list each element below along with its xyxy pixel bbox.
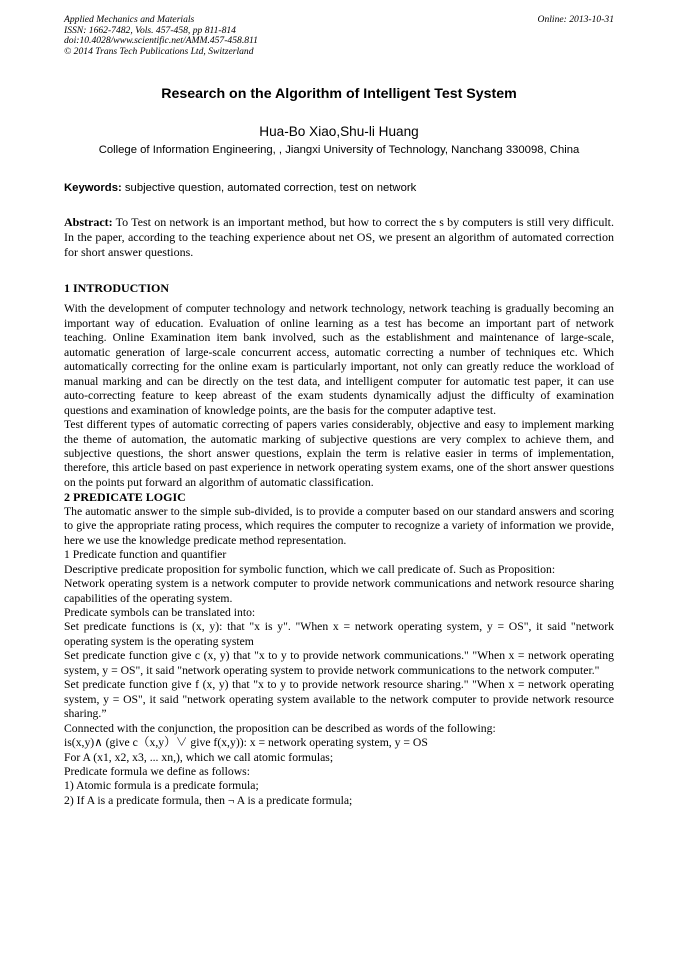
paper-title: Research on the Algorithm of Intelligent Test System [161,86,517,102]
section-heading-introduction: 1 INTRODUCTION [64,281,170,295]
predicate-paragraph-2: Descriptive predicate proposition for symbolic function, which we call predicate of. Such as Proposition: [64,562,556,576]
publication-info [64,15,614,57]
running-header [64,15,614,57]
doi-line: doi:10.4028/www.scientific.net/AMM.457-458.811 [64,35,258,47]
keywords-label: Keywords: [64,182,122,194]
predicate-paragraph-3: Network operating system is a network computer to provide network communications and network resource sharing capabilities of the operating system. [64,577,614,605]
subsection-predicate-function: 1 Predicate function and quantifier [64,548,227,562]
predicate-paragraph-1: The automatic answer to the simple sub-divided, is to provide a computer based on our standard answers and scoring to give the appropriate rating process, which requires the computer to recognize a variety of information we provide, here we use the knowledge predicate method representation. [64,504,614,547]
abstract-label: Abstract: [64,215,113,229]
issn-line: ISSN: 1662-7482, Vols. 457-458, pp 811-814 [64,24,236,36]
predicate-paragraph-6: Set predicate function give f (x, y) that "x to y to provide network resource sharing." "When x = network operating system, y = OS", it said "network operating system available to the network computer to provide network resource sharing.” [64,678,614,721]
predicate-symbols-line: Predicate symbols can be translated into: [64,605,256,619]
predicate-paragraph-5: Set predicate function give c (x, y) that "x to y to provide network communications." "When x = network operating system, y = OS", it said "network operating system to provide network communications to the network computer." [64,649,614,677]
predicate-formula-definition-line: Predicate formula we define as follows: [64,764,250,778]
author-affiliation: College of Information Engineering, , Jiangxi University of Technology, Nanchang 330098, China [98,144,580,156]
conjunction-line: Connected with the conjunction, the proposition can be described as words of the following: [64,721,496,735]
intro-paragraph-1: With the development of computer technology and network technology, network teaching is gradually becoming an important way of education. Evaluation of online learning as a test has become an important part of network teaching. Online Examination item bank involved, such as the establishment and maintenance of large-scale, automatic generation of large-scale concurrent access, automatic correcting a number of techniques etc. Which automatically correcting for the online exam is particularly important, not only can greatly reduce the workload of manual marking and can be directly on the test data, and intelligent computer for automatic test paper, it can use auto-correcting feature to keep abreast of the exam students dynamically adjust the difficulty of examination questions and examination of knowledge points, are the basis for the computer adaptive test. [64,302,614,417]
formula-line: is(x,y)∧ (give c（x,y）∨ give f(x,y)): x = network operating system, y = OS [64,736,428,750]
intro-paragraph-2: Test different types of automatic correcting of papers varies considerably, objective and easy to implement marking the theme of automation, the automatic marking of subjective questions are very complex to achieve them, and subjective questions, the short answer questions, explain the term is relative easier in terms of implementation, therefore, this article based on past experience in network operating system exams, one of the short answer questions on the points put forward an algorithm of automatic classification. [64,418,614,489]
atomic-formula-line: For A (x1, x2, x3, ... xn,), which we call atomic formulas; [64,750,334,764]
paper-body [64,281,614,808]
section-heading-predicate-logic: 2 PREDICATE LOGIC [64,490,186,505]
keywords-text: subjective question, automated correction, test on network [121,182,417,194]
abstract [64,215,614,260]
keywords [64,182,614,194]
rule-1-line: 1) Atomic formula is a predicate formula; [64,779,259,793]
rule-2-line: 2) If A is a predicate formula, then ¬ A is a predicate formula; [64,793,353,807]
online-date: Online: 2013-10-31 [537,14,614,25]
journal-name: Applied Mechanics and Materials [64,14,195,25]
predicate-paragraph-4: Set predicate functions is (x, y): that "x is y". "When x = network operating system, y = OS", it said "network operating system is the operating system [64,620,614,648]
abstract-text: To Test on network is an important method, but how to correct the s by computers is still very difficult. In the paper, according to the teaching experience about net OS, we present an algorithm of automated correction for short answer questions. [64,215,614,260]
paper-authors: Hua-Bo Xiao,Shu-li Huang [259,124,419,139]
copyright-line: © 2014 Trans Tech Publications Ltd, Switzerland [64,45,254,57]
